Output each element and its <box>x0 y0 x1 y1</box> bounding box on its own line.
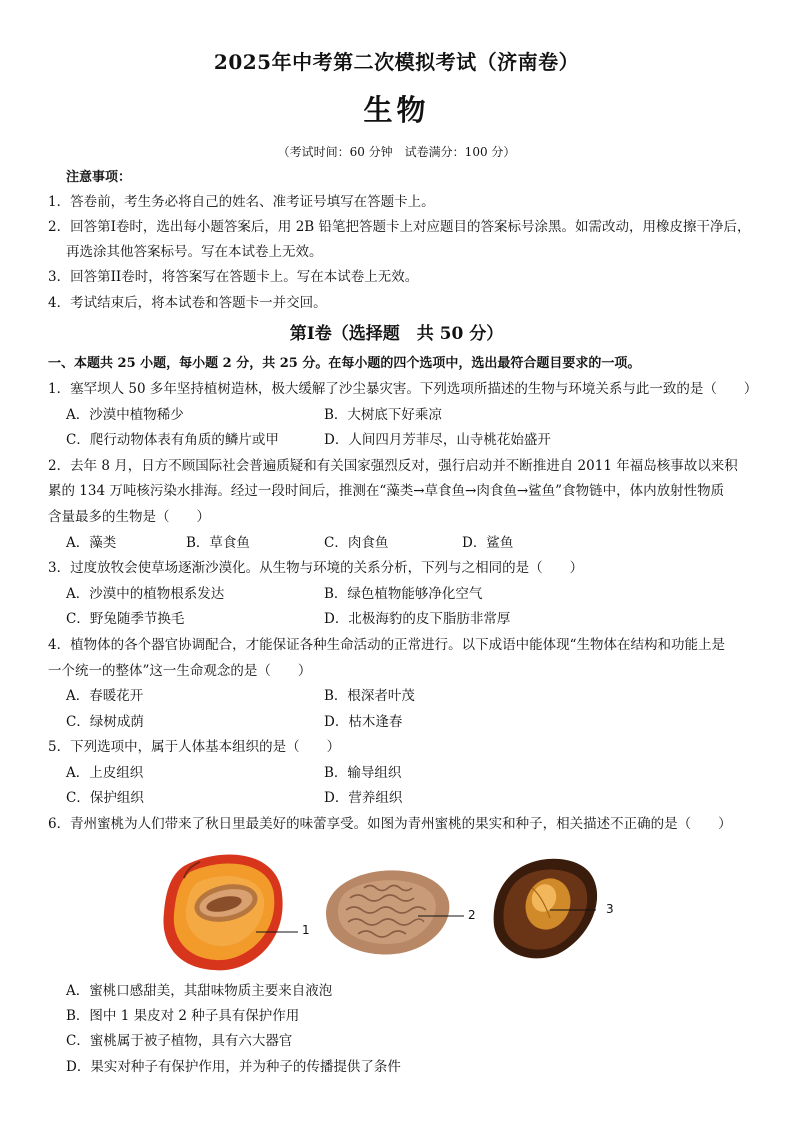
exam-info: （考试时间：60 分钟 试卷满分：100 分） <box>277 145 516 159</box>
q3-option-d: D．北极海豹的皮下脂肪非常厚 <box>324 611 511 627</box>
q3-stem: 3．过度放牧会使草场逐渐沙漠化。从生物与环境的关系分析，下列与之相同的是（ ） <box>48 560 584 576</box>
section-title: 第I卷（选择题 共 50 分） <box>289 324 504 344</box>
figure-label-3: 3 <box>606 902 614 916</box>
q1-option-c: C．爬行动物体表有角质的鳞片或甲 <box>66 432 279 448</box>
q3-option-b: B．绿色植物能够净化空气 <box>324 586 483 602</box>
q2-option-c: C．肉食鱼 <box>324 535 389 551</box>
q3-option-a: A．沙漠中的植物根系发达 <box>66 586 225 602</box>
q1-option-b: B．大树底下好乘凉 <box>324 407 442 423</box>
q5-stem: 5．下列选项中，属于人体基本组织的是（ ） <box>48 739 341 755</box>
note-item-4: 4．考试结束后，将本试卷和答题卡一并交回。 <box>48 295 327 311</box>
q2-option-b: B．草食鱼 <box>186 535 250 551</box>
figure-label-2: 2 <box>468 908 476 922</box>
q2-stem-line2: 累的 134 万吨核污染水排海。经过一段时间后，推测在“藻类→草食鱼→肉食鱼→鲨鱼”食物链中，体内放射性物质 <box>48 483 725 499</box>
q4-option-d: D．枯木逢春 <box>324 714 403 730</box>
q1-option-a: A．沙漠中植物稀少 <box>66 407 184 423</box>
note-item-2: 2．回答第I卷时，选出每小题答案后，用 2B 铅笔把答题卡上对应题目的答案标号涂黑。如需改动，用橡皮擦干净后， <box>48 219 751 235</box>
q4-option-a: A．春暖花开 <box>66 688 144 704</box>
q6-option-d: D．果实对种子有保护作用，并为种子的传播提供了条件 <box>66 1059 401 1075</box>
q4-stem-line2: 一个统一的整体”这一生命观念的是（ ） <box>48 663 312 679</box>
note-item-3: 3．回答第II卷时，将答案写在答题卡上。写在本试卷上无效。 <box>48 269 419 285</box>
part-instruction: 一、本题共 25 小题，每小题 2 分，共 25 分。在每小题的四个选项中，选出最符合题目要求的一项。 <box>48 356 641 371</box>
q5-option-d: D．营养组织 <box>324 790 403 806</box>
subject-title: 生物 <box>363 93 430 127</box>
figure-label-1: 1 <box>302 923 310 937</box>
note-item-1: 1．答卷前，考生务必将自己的姓名、准考证号填写在答题卡上。 <box>48 194 435 210</box>
exam-title: 2025年中考第二次模拟考试（济南卷） <box>213 50 580 74</box>
q5-option-c: C．保护组织 <box>66 790 144 806</box>
q4-stem-line1: 4．植物体的各个器官协调配合，才能保证各种生命活动的正常进行。以下成语中能体现“生物体在结构和功能上是 <box>48 637 725 653</box>
q2-option-d: D．鲨鱼 <box>462 535 514 551</box>
q6-option-c: C．蜜桃属于被子植物，具有六大器官 <box>66 1033 293 1049</box>
q2-stem-line3: 含量最多的生物是（ ） <box>48 509 210 525</box>
peach-pit-illustration <box>326 870 449 954</box>
peach-seed-illustration <box>494 859 597 959</box>
peach-figure-drawing <box>160 848 640 976</box>
q5-option-a: A．上皮组织 <box>66 765 144 781</box>
peach-figure <box>160 848 640 976</box>
q6-stem: 6．青州蜜桃为人们带来了秋日里最美好的味蕾享受。如图为青州蜜桃的果实和种子，相关描述不正确的是（ ） <box>48 816 732 832</box>
peach-fruit-illustration <box>163 854 282 970</box>
q4-option-c: C．绿树成荫 <box>66 714 144 730</box>
q2-option-a: A．藻类 <box>66 535 117 551</box>
q1-option-d: D．人间四月芳菲尽，山寺桃花始盛开 <box>324 432 551 448</box>
note-item-2-cont: 再选涂其他答案标号。写在本试卷上无效。 <box>66 244 323 260</box>
q5-option-b: B．输导组织 <box>324 765 402 781</box>
q3-option-c: C．野兔随季节换毛 <box>66 611 185 627</box>
q1-stem: 1．塞罕坝人 50 多年坚持植树造林，极大缓解了沙尘暴灾害。下列选项所描述的生物与环境关系与此一致的是（ ） <box>48 381 758 397</box>
q4-option-b: B．根深者叶茂 <box>324 688 415 704</box>
notes-title: 注意事项： <box>66 170 132 185</box>
q6-option-a: A．蜜桃口感甜美，其甜味物质主要来自液泡 <box>66 983 333 999</box>
q2-stem-line1: 2．去年 8 月，日方不顾国际社会普遍质疑和有关国家强烈反对，强行启动并不断推进自 2011 年福岛核事故以来积 <box>48 458 738 474</box>
q6-option-b: B．图中 1 果皮对 2 种子具有保护作用 <box>66 1008 300 1024</box>
